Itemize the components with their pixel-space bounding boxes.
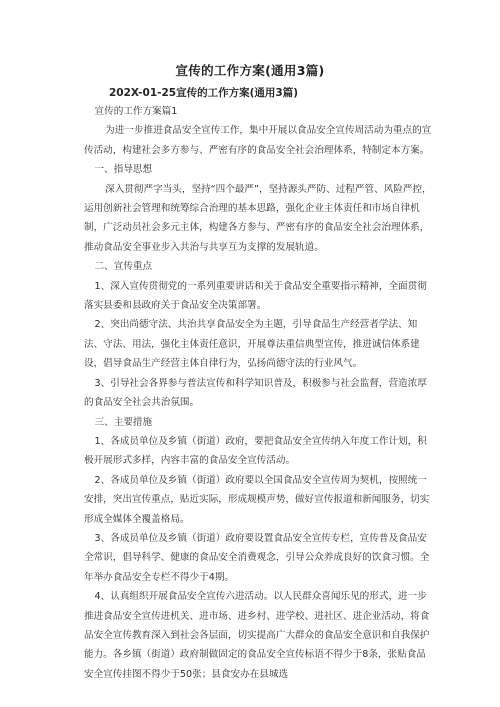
- paragraph: 2、各成员单位及乡镇（街道）政府要以全国食品安全宣传周为契机，按照统一安排，突出宣传重点，贴近实际，形成规模声势，做好宣传报道和新闻服务，切实形成全媒体全覆盖格局。: [84, 474, 430, 525]
- paragraph: 4、认真组织开展食品安全宣传六进活动。以人民群众喜闻乐见的形式，进一步推进食品安全宣传进机关、进市场、进乡村、进学校、进社区、进企业活动，将食品安全宣传教育深入到社会各层面，切实提高广大群众的食品安全意识和自我保护能力。各乡镇（街道）政府制做固定的食品安全宣传标语不得少于8条，张贴食品安全宣传挂图不得少于50张；县食安办在县城选: [84, 591, 430, 680]
- date-line: 202X-01-25宣传的工作方案(通用3篇): [109, 87, 298, 99]
- section-subtitle: 宣传的工作方案篇1: [94, 106, 178, 117]
- paragraph: 3、引导社会各界参与普法宣传和科学知识普及，积极参与社会监督，营造浓厚的食品安全社会共治氛围。: [84, 377, 427, 409]
- document-body: [84, 102, 434, 684]
- document-title: 宣传的工作方案(通用3篇): [175, 63, 325, 78]
- section-heading: 三、主要措施: [94, 416, 153, 428]
- section-heading: 二、宣传重点: [94, 261, 153, 273]
- section-heading: 一、指导思想: [94, 164, 153, 176]
- paragraph: 深入贯彻严字当头，坚持“四个最严”，坚持源头严防、过程严管、风险严控，运用创新社会管理和统筹综合治理的基本思路，强化企业主体责任和市场自律机制，广泛动员社会多元主体，构建各方参与、严密有序的食品安全社会治理体系，推动食品安全事业步入共治与共享互为支撑的发展轨道。: [84, 183, 432, 253]
- paragraph: 1、各成员单位及乡镇（街道）政府，要把食品安全宣传纳入年度工作计划，积极开展形式多样，内容丰富的食品安全宣传活动。: [84, 435, 427, 467]
- paragraph: 2、突出尚德守法、共治共享食品安全为主题，引导食品生产经营者学法、知法、守法、用法，强化主体责任意识，开展尊法重信典型宣传，推进诚信体系建设，倡导食品生产经营主体自律行为，弘扬尚德守法的行业风气。: [84, 319, 420, 370]
- paragraph: 1、深入宣传贯彻党的一系列重要讲话和关于食品安全重要指示精神，全面贯彻落实县委和县政府关于食品安全决策部署。: [84, 280, 427, 312]
- paragraph: 为进一步推进食品安全宣传工作，集中开展以食品安全宣传周活动为重点的宣传活动，构建社会多方参与、严密有序的食品安全社会治理体系，特制定本方案。: [84, 125, 432, 156]
- paragraph: 3、各成员单位及乡镇（街道）政府要设置食品安全宣传专栏，宣传普及食品安全常识，倡导科学、健康的食品安全消费观念，引导公众养成良好的饮食习惯。全年举办食品安全专栏不得少于4期。: [84, 532, 430, 583]
